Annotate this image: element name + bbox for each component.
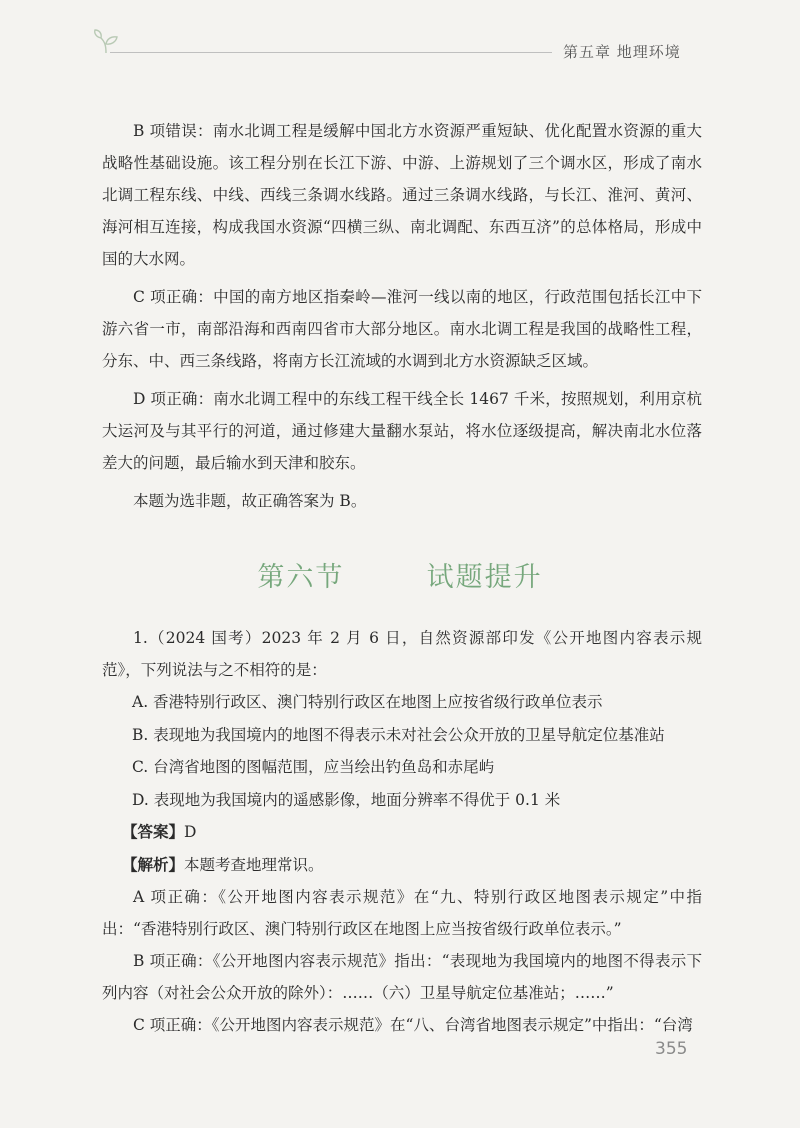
chapter-label: 第五章 地理环境 bbox=[563, 43, 681, 61]
paragraph-conclusion: 本题为选非题，故正确答案为 B。 bbox=[133, 492, 367, 510]
section-title: 第六节 试题提升 bbox=[257, 562, 543, 593]
analysis-tag: 【解析】 bbox=[122, 855, 185, 874]
answer-value: D bbox=[184, 823, 197, 841]
analysis-b: B 项正确：《公开地图内容表示规范》指出：“表现地为我国境内的地图不得表示下列内容（对社会公众开放的除外）：……（六）卫星导航定位基准站；……” bbox=[102, 952, 702, 1002]
option-d: D. 表现地为我国境内的遥感影像，地面分辨率不得优于 0.1 米 bbox=[132, 790, 561, 809]
paragraph-c: C 项正确：中国的南方地区指秦岭—淮河一线以南的地区，行政范围包括长江中下游六省一市，南部沿海和西南四省市大部分地区。南水北调工程是我国的战略性工程，分东、中、西三条线路，将南方长江流域的水调到北方水资源缺乏区域。 bbox=[102, 288, 702, 370]
option-a: A. 香港特别行政区、澳门特别行政区在地图上应按省级行政单位表示 bbox=[132, 693, 603, 711]
header-rule bbox=[110, 52, 552, 53]
analysis-a: A 项正确：《公开地图内容表示规范》在“九、特别行政区地图表示规定”中指出：“香港特别行政区、澳门特别行政区在地图上应当按省级行政单位表示。” bbox=[102, 888, 702, 938]
analysis-text: 本题考查地理常识。 bbox=[184, 855, 324, 874]
previous-explanation bbox=[102, 115, 702, 523]
question-block bbox=[102, 622, 702, 1041]
analysis-line bbox=[102, 849, 702, 882]
analysis-c: C 项正确：《公开地图内容表示规范》在“八、台湾省地图表示规定”中指出：“台湾 bbox=[133, 1016, 693, 1034]
answer-tag: 【答案】 bbox=[122, 823, 185, 841]
page-number: 355 bbox=[655, 1039, 688, 1059]
leaf-icon bbox=[92, 28, 120, 54]
option-c: C. 台湾省地图的图幅范围，应当绘出钓鱼岛和赤尾屿 bbox=[132, 758, 495, 776]
option-b: B. 表现地为我国境内的地图不得表示未对社会公众开放的卫星导航定位基准站 bbox=[132, 725, 665, 744]
paragraph-b: B 项错误：南水北调工程是缓解中国北方水资源严重短缺、优化配置水资源的重大战略性基础设施。该工程分别在长江下游、中游、上游规划了三个调水区，形成了南水北调工程东线、中线、西线三条调水线路。通过三条调水线路，与长江、淮河、黄河、海河相互连接，构成我国水资源“四横三纵、南北调配、东西互济”的总体格局，形成中国的大水网。 bbox=[102, 122, 702, 268]
question-stem: 1.（2024 国考）2023 年 2 月 6 日，自然资源部印发《公开地图内容表示规范》，下列说法与之不相符的是： bbox=[102, 629, 702, 679]
answer-line bbox=[102, 816, 702, 849]
paragraph-d: D 项正确：南水北调工程中的东线工程干线全长 1467 千米，按照规划，利用京杭大运河及与其平行的河道，通过修建大量翻水泵站，将水位逐级提高，解决南北水位落差大的问题，最后输水到天津和胶东。 bbox=[102, 390, 702, 472]
